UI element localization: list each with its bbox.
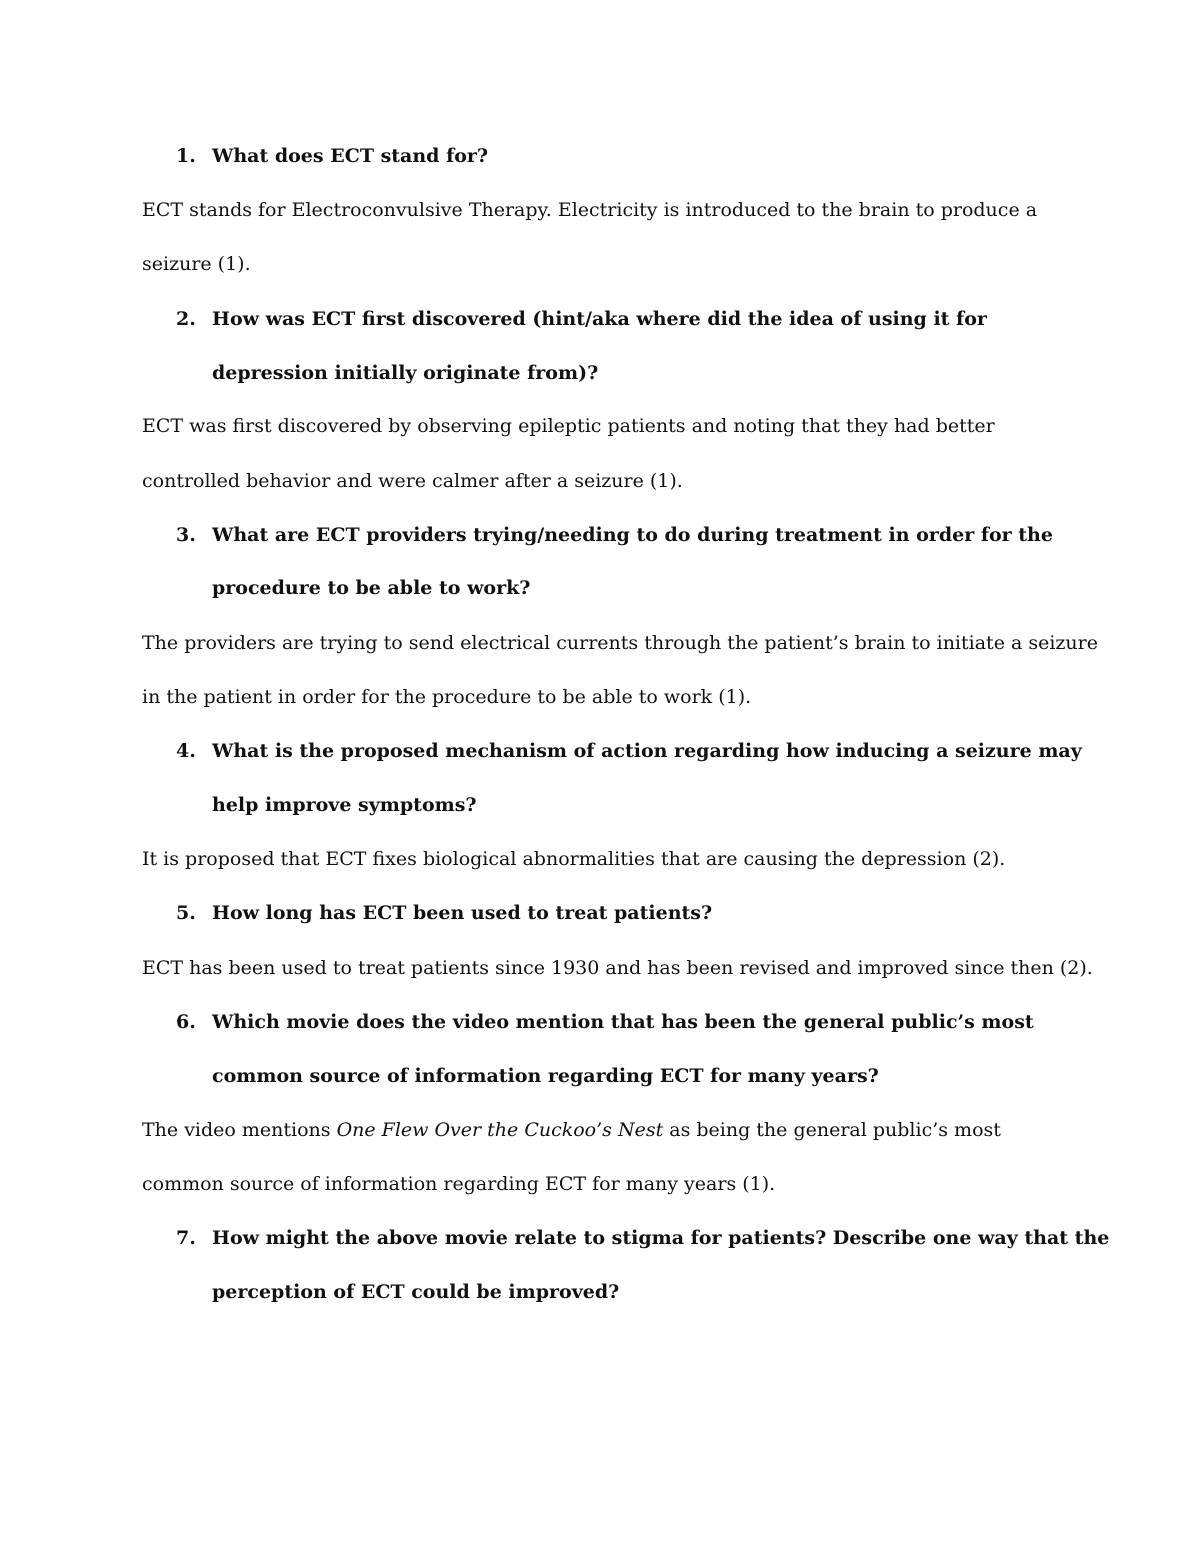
question-text: What are ECT providers trying/needing to do during treatment in order for the — [212, 524, 1053, 546]
answer-2-line-1: ECT was first discovered by observing epileptic patients and noting that they had better — [142, 415, 995, 437]
question-number: 5. — [176, 902, 196, 924]
question-number: 6. — [176, 1011, 196, 1033]
question-number: 2. — [176, 308, 196, 330]
answer-5-line-1: ECT has been used to treat patients since 1930 and has been revised and improved since then (2). — [142, 957, 1093, 979]
question-6-line-2: common source of information regarding ECT for many years? — [212, 1065, 879, 1087]
answer-6-line-1 — [142, 1117, 1082, 1143]
answer-6-suffix: as being the general public’s most — [663, 1119, 1001, 1141]
question-number: 4. — [176, 740, 196, 762]
answer-3-line-2: in the patient in order for the procedure to be able to work (1). — [142, 686, 752, 708]
question-text: How might the above movie relate to stigma for patients? Describe one way that the — [212, 1227, 1110, 1249]
answer-2-line-2: controlled behavior and were calmer after a seizure (1). — [142, 470, 683, 492]
answer-6-line-2: common source of information regarding ECT for many years (1). — [142, 1173, 776, 1195]
question-number: 7. — [176, 1227, 196, 1249]
question-2-line-2: depression initially originate from)? — [212, 362, 599, 384]
question-text: Which movie does the video mention that has been the general public’s most — [212, 1011, 1034, 1033]
question-3-line-2: procedure to be able to work? — [212, 577, 531, 599]
question-text: What is the proposed mechanism of action regarding how inducing a seizure may — [212, 740, 1082, 762]
answer-1-line-1: ECT stands for Electroconvulsive Therapy. Electricity is introduced to the brain to produce a — [142, 199, 1038, 221]
movie-title: One Flew Over the Cuckoo’s Nest — [336, 1119, 664, 1141]
question-number: 3. — [176, 524, 196, 546]
answer-3-line-1: The providers are trying to send electrical currents through the patient’s brain to initiate a seizure — [142, 632, 1098, 654]
question-text: How was ECT first discovered (hint/aka where did the idea of using it for — [212, 308, 987, 330]
answer-4-line-1: It is proposed that ECT fixes biological abnormalities that are causing the depression (2). — [142, 848, 1006, 870]
question-7-line-2: perception of ECT could be improved? — [212, 1281, 620, 1303]
question-number: 1. — [176, 145, 196, 167]
answer-1-line-2: seizure (1). — [142, 253, 251, 275]
question-text: What does ECT stand for? — [212, 145, 489, 167]
question-4-line-2: help improve symptoms? — [212, 794, 477, 816]
answer-6-prefix: The video mentions — [142, 1119, 337, 1141]
question-text: How long has ECT been used to treat patients? — [212, 902, 713, 924]
